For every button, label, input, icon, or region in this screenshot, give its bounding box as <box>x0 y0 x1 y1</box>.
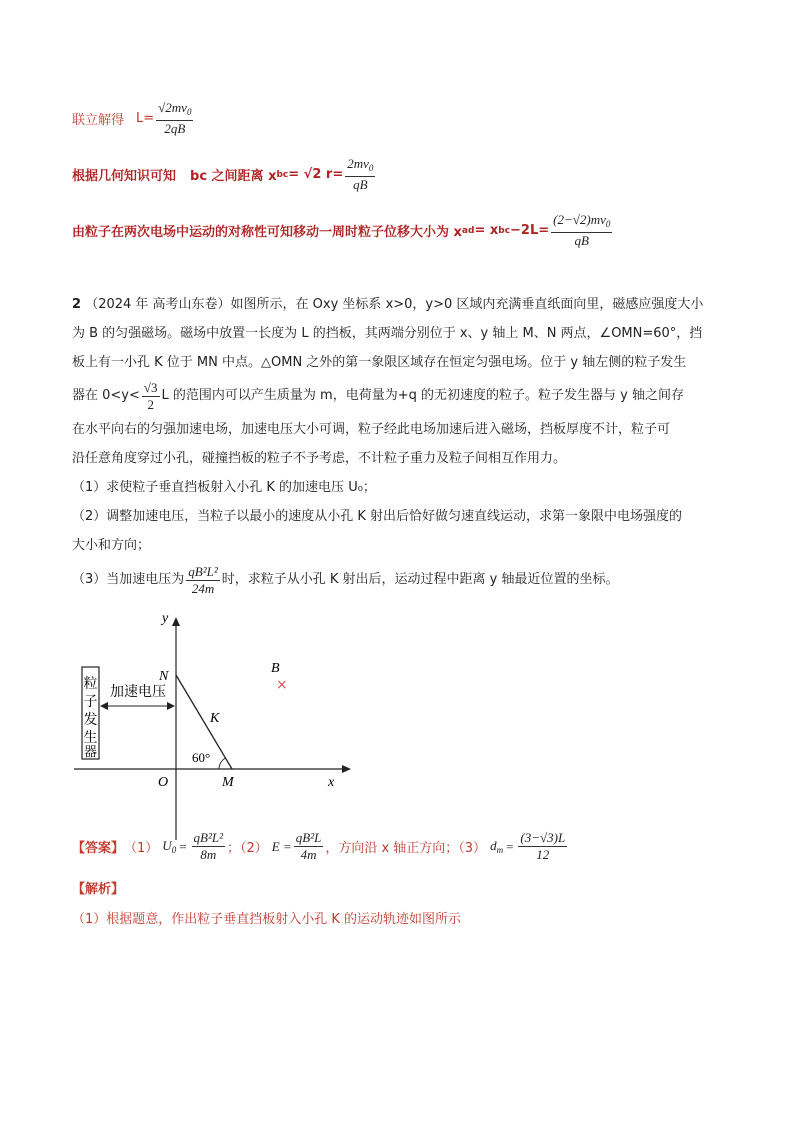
line3-den: qB <box>574 233 589 248</box>
problem-text-4-pre: 器在 0<y< <box>72 388 140 403</box>
M-label: M <box>222 775 234 790</box>
B-label: B <box>271 661 280 676</box>
K-label: K <box>210 711 220 726</box>
line1-fraction <box>156 100 193 137</box>
N-label: N <box>159 669 169 684</box>
line1-den: 2qB <box>164 121 186 136</box>
angle-arc <box>219 758 226 769</box>
line2-den: qB <box>353 177 368 192</box>
problem-line-1 <box>72 290 732 319</box>
line3-sub1: ad <box>461 225 475 236</box>
physics-figure <box>70 612 360 844</box>
question-2a: （2）调整加速电压，当粒子以最小的速度从小孔 K 射出后恰好做匀速直线运动，求第一象限中电场强度的 <box>72 509 683 524</box>
range-frac-num: √3 <box>143 379 158 395</box>
answer-1-num: qB²L² <box>193 830 223 845</box>
answer-3-num: (3−√3)L <box>520 830 566 845</box>
question-3 <box>72 560 732 600</box>
generator-char-2: 子 <box>83 694 98 710</box>
line1-num: √2mv <box>158 100 187 115</box>
line3-num: (2−√2)mv <box>553 212 606 227</box>
line2-sub: bc <box>276 169 289 180</box>
line3-eq2: −2L= <box>510 223 550 238</box>
answer-tag: 【答案】 <box>72 841 125 856</box>
answer-3-eq: = <box>506 838 514 854</box>
answer-2-num: qB²L <box>295 830 322 845</box>
question-1: （1）求使粒子垂直挡板射入小孔 K 的加速电压 U₀； <box>72 480 376 495</box>
q3-post: 时，求粒子从小孔 K 射出后，运动过程中距离 y 轴最近位置的坐标。 <box>221 572 619 587</box>
question-2b: 大小和方向； <box>72 538 151 553</box>
problem-line-6: 沿任意角度穿过小孔，碰撞挡板的粒子不予考虑，不计粒子重力及粒子间相互作用力。 <box>72 451 567 466</box>
y-axis-arrow <box>172 617 180 626</box>
answer-3-den: 12 <box>536 847 550 862</box>
answer-1-lhs: U <box>162 838 172 853</box>
q3-den: 24m <box>191 580 215 596</box>
answer-line <box>72 830 569 863</box>
origin-label: O <box>158 775 169 790</box>
answer-1-fraction <box>192 830 225 863</box>
solution-line-3 <box>72 212 614 249</box>
q3-num: qB²L² <box>188 563 218 579</box>
answer-3-lhs-sub: m <box>496 845 504 855</box>
line3-num-sub: 0 <box>605 219 611 229</box>
line2-label: 根据几何知识可知 <box>72 169 177 184</box>
x-axis-arrow <box>342 765 351 773</box>
line2-num: 2mv <box>347 156 369 171</box>
answer-2-lhs: E = <box>271 838 292 854</box>
solution-line-2 <box>72 156 377 193</box>
analysis-line-1: （1）根据题意，作出粒子垂直挡板射入小孔 K 的运动轨迹如图所示 <box>72 912 462 927</box>
problem-text-1: 如图所示，在 Oxy 坐标系 x>0，y>0 区域内充满垂直纸面向里，磁感应强度大小 <box>230 297 704 312</box>
line2-mid: bc 之间距离 x <box>190 169 277 184</box>
generator-char-4: 生 <box>83 730 98 746</box>
problem-line-3: 板上有一小孔 K 位于 MN 中点。△OMN 之外的第一象限区域存在恒定匀强电场。位于 y 轴左侧的粒子发生 <box>72 355 687 370</box>
answer-2-post: ，方向沿 x 轴正方向；（3） <box>325 841 487 856</box>
voltage-arrow-right <box>167 702 175 710</box>
problem-line-4 <box>72 377 732 415</box>
problem-line-5: 在水平向右的匀强加速电场，加速电压大小可调，粒子经此电场加速后进入磁场，挡板厚度不计，粒子可 <box>72 422 671 437</box>
problem-text-4-post: L 的范围内可以产生质量为 m，电荷量为+q 的无初速度的粒子。粒子发生器与 y 轴之间存 <box>161 388 684 403</box>
q3-fraction <box>186 564 219 597</box>
answer-2-den: 4m <box>300 847 317 862</box>
analysis-tag: 【解析】 <box>72 882 125 897</box>
range-frac-den: 2 <box>147 396 154 412</box>
answer-3-fraction <box>518 830 567 863</box>
line2-fraction <box>345 156 375 193</box>
voltage-label: 加速电压 <box>110 684 166 700</box>
voltage-arrow-left <box>100 702 108 710</box>
problem-line-2: 为 B 的匀强磁场。磁场中放置一长度为 L 的挡板，其两端分别位于 x、y 轴上 M、N 两点，∠OMN=60°，挡 <box>72 326 703 341</box>
answer-2-fraction <box>294 830 324 863</box>
y-label: y <box>162 612 169 626</box>
problem-source: （2024 年 高考山东卷） <box>85 297 231 312</box>
generator-char-1: 粒 <box>83 676 98 692</box>
problem-number: 2 <box>72 297 82 312</box>
answer-1-den: 8m <box>200 847 217 862</box>
line1-L: L= <box>136 111 155 126</box>
problem-block <box>72 290 732 600</box>
answer-1-lhs-sub: 0 <box>171 845 177 855</box>
answer-3-lhs: d <box>490 838 497 853</box>
answer-1-index: （1） <box>124 841 159 856</box>
line2-num-sub: 0 <box>368 163 374 173</box>
q3-pre: （3）当加速电压为 <box>72 572 185 587</box>
line3-eq1: = x <box>474 223 499 238</box>
solution-line-1 <box>72 100 195 137</box>
range-fraction <box>142 380 160 413</box>
x-label: x <box>328 775 335 790</box>
line1-num-sub: 0 <box>186 107 192 117</box>
angle-label: 60° <box>192 750 211 765</box>
line3-sub2: bc <box>498 225 511 236</box>
answer-1-eq: = <box>179 838 187 854</box>
generator-char-3: 发 <box>83 712 98 728</box>
line3-fraction <box>551 212 612 249</box>
line1-label: 联立解得 <box>72 113 125 128</box>
answer-2-index: ；（2） <box>227 841 268 856</box>
generator-char-5: 器 <box>83 745 98 760</box>
magnetic-field-symbol: × <box>276 677 288 693</box>
line3-label: 由粒子在两次电场中运动的对称性可知移动一周时粒子位移大小为 x <box>72 225 462 240</box>
line2-eq: = √2 r= <box>288 167 344 182</box>
